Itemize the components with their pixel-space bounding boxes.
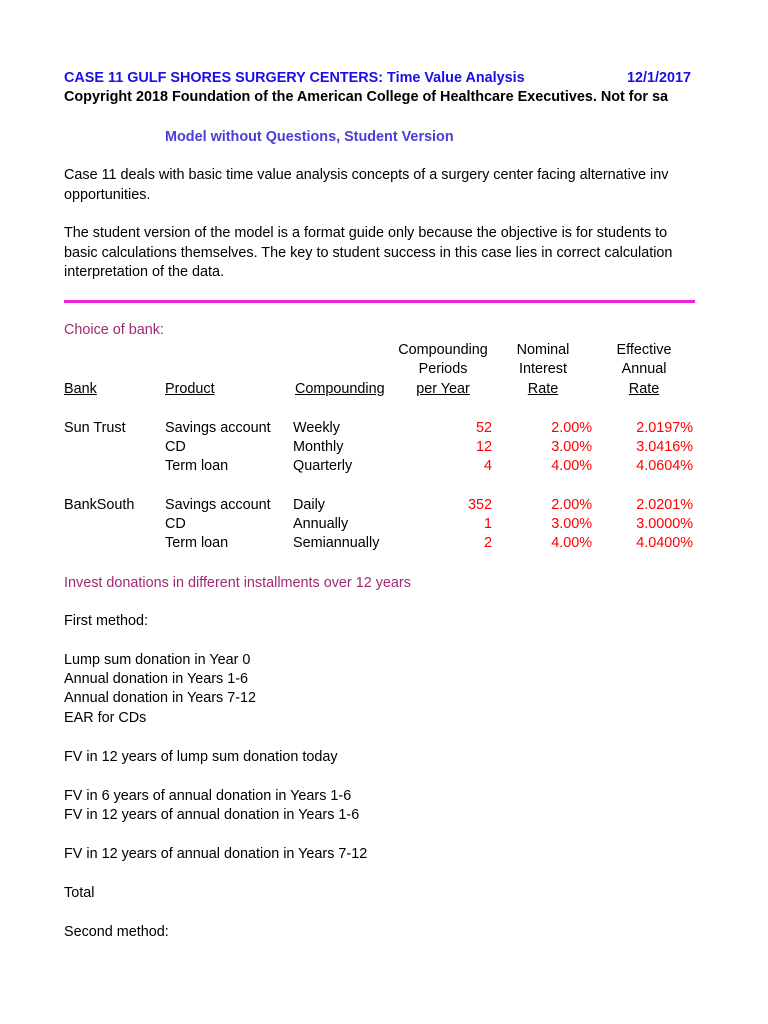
row-periods: 12	[475, 439, 492, 455]
col-nominal-line-3: Rate	[527, 381, 559, 397]
first-method-label: First method:	[64, 613, 148, 629]
row-nominal-rate: 4.00%	[551, 458, 592, 474]
row-compounding: Weekly	[293, 420, 340, 436]
row-effective-rate: 2.0201%	[636, 497, 693, 513]
col-effective-line-3: Rate	[628, 381, 660, 397]
row-compounding: Semiannually	[293, 535, 380, 551]
row-compounding: Annually	[293, 516, 349, 532]
col-effective-line-1: Effective	[616, 342, 672, 358]
intro-paragraph-1-line-2: opportunities.	[64, 187, 151, 203]
row-nominal-rate: 3.00%	[551, 516, 592, 532]
model-subtitle: Model without Questions, Student Version	[165, 129, 454, 145]
row-periods: 352	[467, 497, 492, 513]
col-periods-line-1: Compounding	[398, 342, 488, 358]
row-effective-rate: 3.0416%	[636, 439, 693, 455]
col-bank: Bank	[64, 381, 97, 397]
row-compounding: Daily	[293, 497, 325, 513]
intro-paragraph-2-line-2: basic calculations themselves. The key to student success in this case lies in correct calculation	[64, 245, 673, 261]
row-periods: 52	[475, 420, 492, 436]
col-periods-line-3: per Year	[416, 381, 470, 397]
row-product: Savings account	[165, 497, 271, 513]
row-compounding: Quarterly	[293, 458, 353, 474]
row-bank: BankSouth	[64, 497, 135, 513]
row-nominal-rate: 2.00%	[551, 497, 592, 513]
row-effective-rate: 2.0197%	[636, 420, 693, 436]
intro-paragraph-2-line-3: interpretation of the data.	[64, 264, 225, 280]
intro-paragraph-2-line-1: The student version of the model is a format guide only because the objective is for students to	[64, 225, 668, 241]
total-label: Total	[64, 885, 95, 901]
row-effective-rate: 4.0400%	[636, 535, 693, 551]
row-nominal-rate: 3.00%	[551, 439, 592, 455]
row-nominal-rate: 4.00%	[551, 535, 592, 551]
fv12-annual-1-6-label: FV in 12 years of annual donation in Years 1-6	[64, 807, 360, 823]
annual-donation-1-6-label: Annual donation in Years 1-6	[64, 671, 249, 687]
row-product: CD	[165, 516, 186, 532]
row-product: Term loan	[165, 535, 229, 551]
col-compounding: Compounding	[295, 381, 385, 397]
bank-section-heading: Choice of bank:	[64, 322, 164, 338]
section-divider	[64, 300, 695, 303]
row-product: Savings account	[165, 420, 271, 436]
row-periods: 2	[483, 535, 492, 551]
row-periods: 1	[483, 516, 492, 532]
row-periods: 4	[483, 458, 492, 474]
col-product: Product	[165, 381, 215, 397]
col-nominal-line-2: Interest	[519, 361, 567, 377]
col-periods-line-2: Periods	[418, 361, 468, 377]
ear-cds-label: EAR for CDs	[64, 710, 147, 726]
copyright-notice: Copyright 2018 Foundation of the American College of Healthcare Executives. Not for sa	[64, 89, 668, 105]
intro-paragraph-1-line-1: Case 11 deals with basic time value analysis concepts of a surgery center facing alternative inv	[64, 167, 669, 183]
case-title: CASE 11 GULF SHORES SURGERY CENTERS: Time Value Analysis	[64, 70, 525, 86]
invest-section-heading: Invest donations in different installments over 12 years	[64, 575, 411, 591]
row-compounding: Monthly	[293, 439, 344, 455]
row-nominal-rate: 2.00%	[551, 420, 592, 436]
col-effective-line-2: Annual	[621, 361, 667, 377]
lump-sum-label: Lump sum donation in Year 0	[64, 652, 251, 668]
case-date: 12/1/2017	[627, 70, 692, 86]
row-product: CD	[165, 439, 186, 455]
fv6-annual-label: FV in 6 years of annual donation in Years 1-6	[64, 788, 352, 804]
row-effective-rate: 4.0604%	[636, 458, 693, 474]
fv12-annual-7-12-label: FV in 12 years of annual donation in Years 7-12	[64, 846, 368, 862]
row-effective-rate: 3.0000%	[636, 516, 693, 532]
row-bank: Sun Trust	[64, 420, 126, 436]
col-nominal-line-1: Nominal	[516, 342, 570, 358]
annual-donation-7-12-label: Annual donation in Years 7-12	[64, 690, 257, 706]
second-method-label: Second method:	[64, 924, 169, 940]
row-product: Term loan	[165, 458, 229, 474]
fv-lump-sum-label: FV in 12 years of lump sum donation today	[64, 749, 338, 765]
